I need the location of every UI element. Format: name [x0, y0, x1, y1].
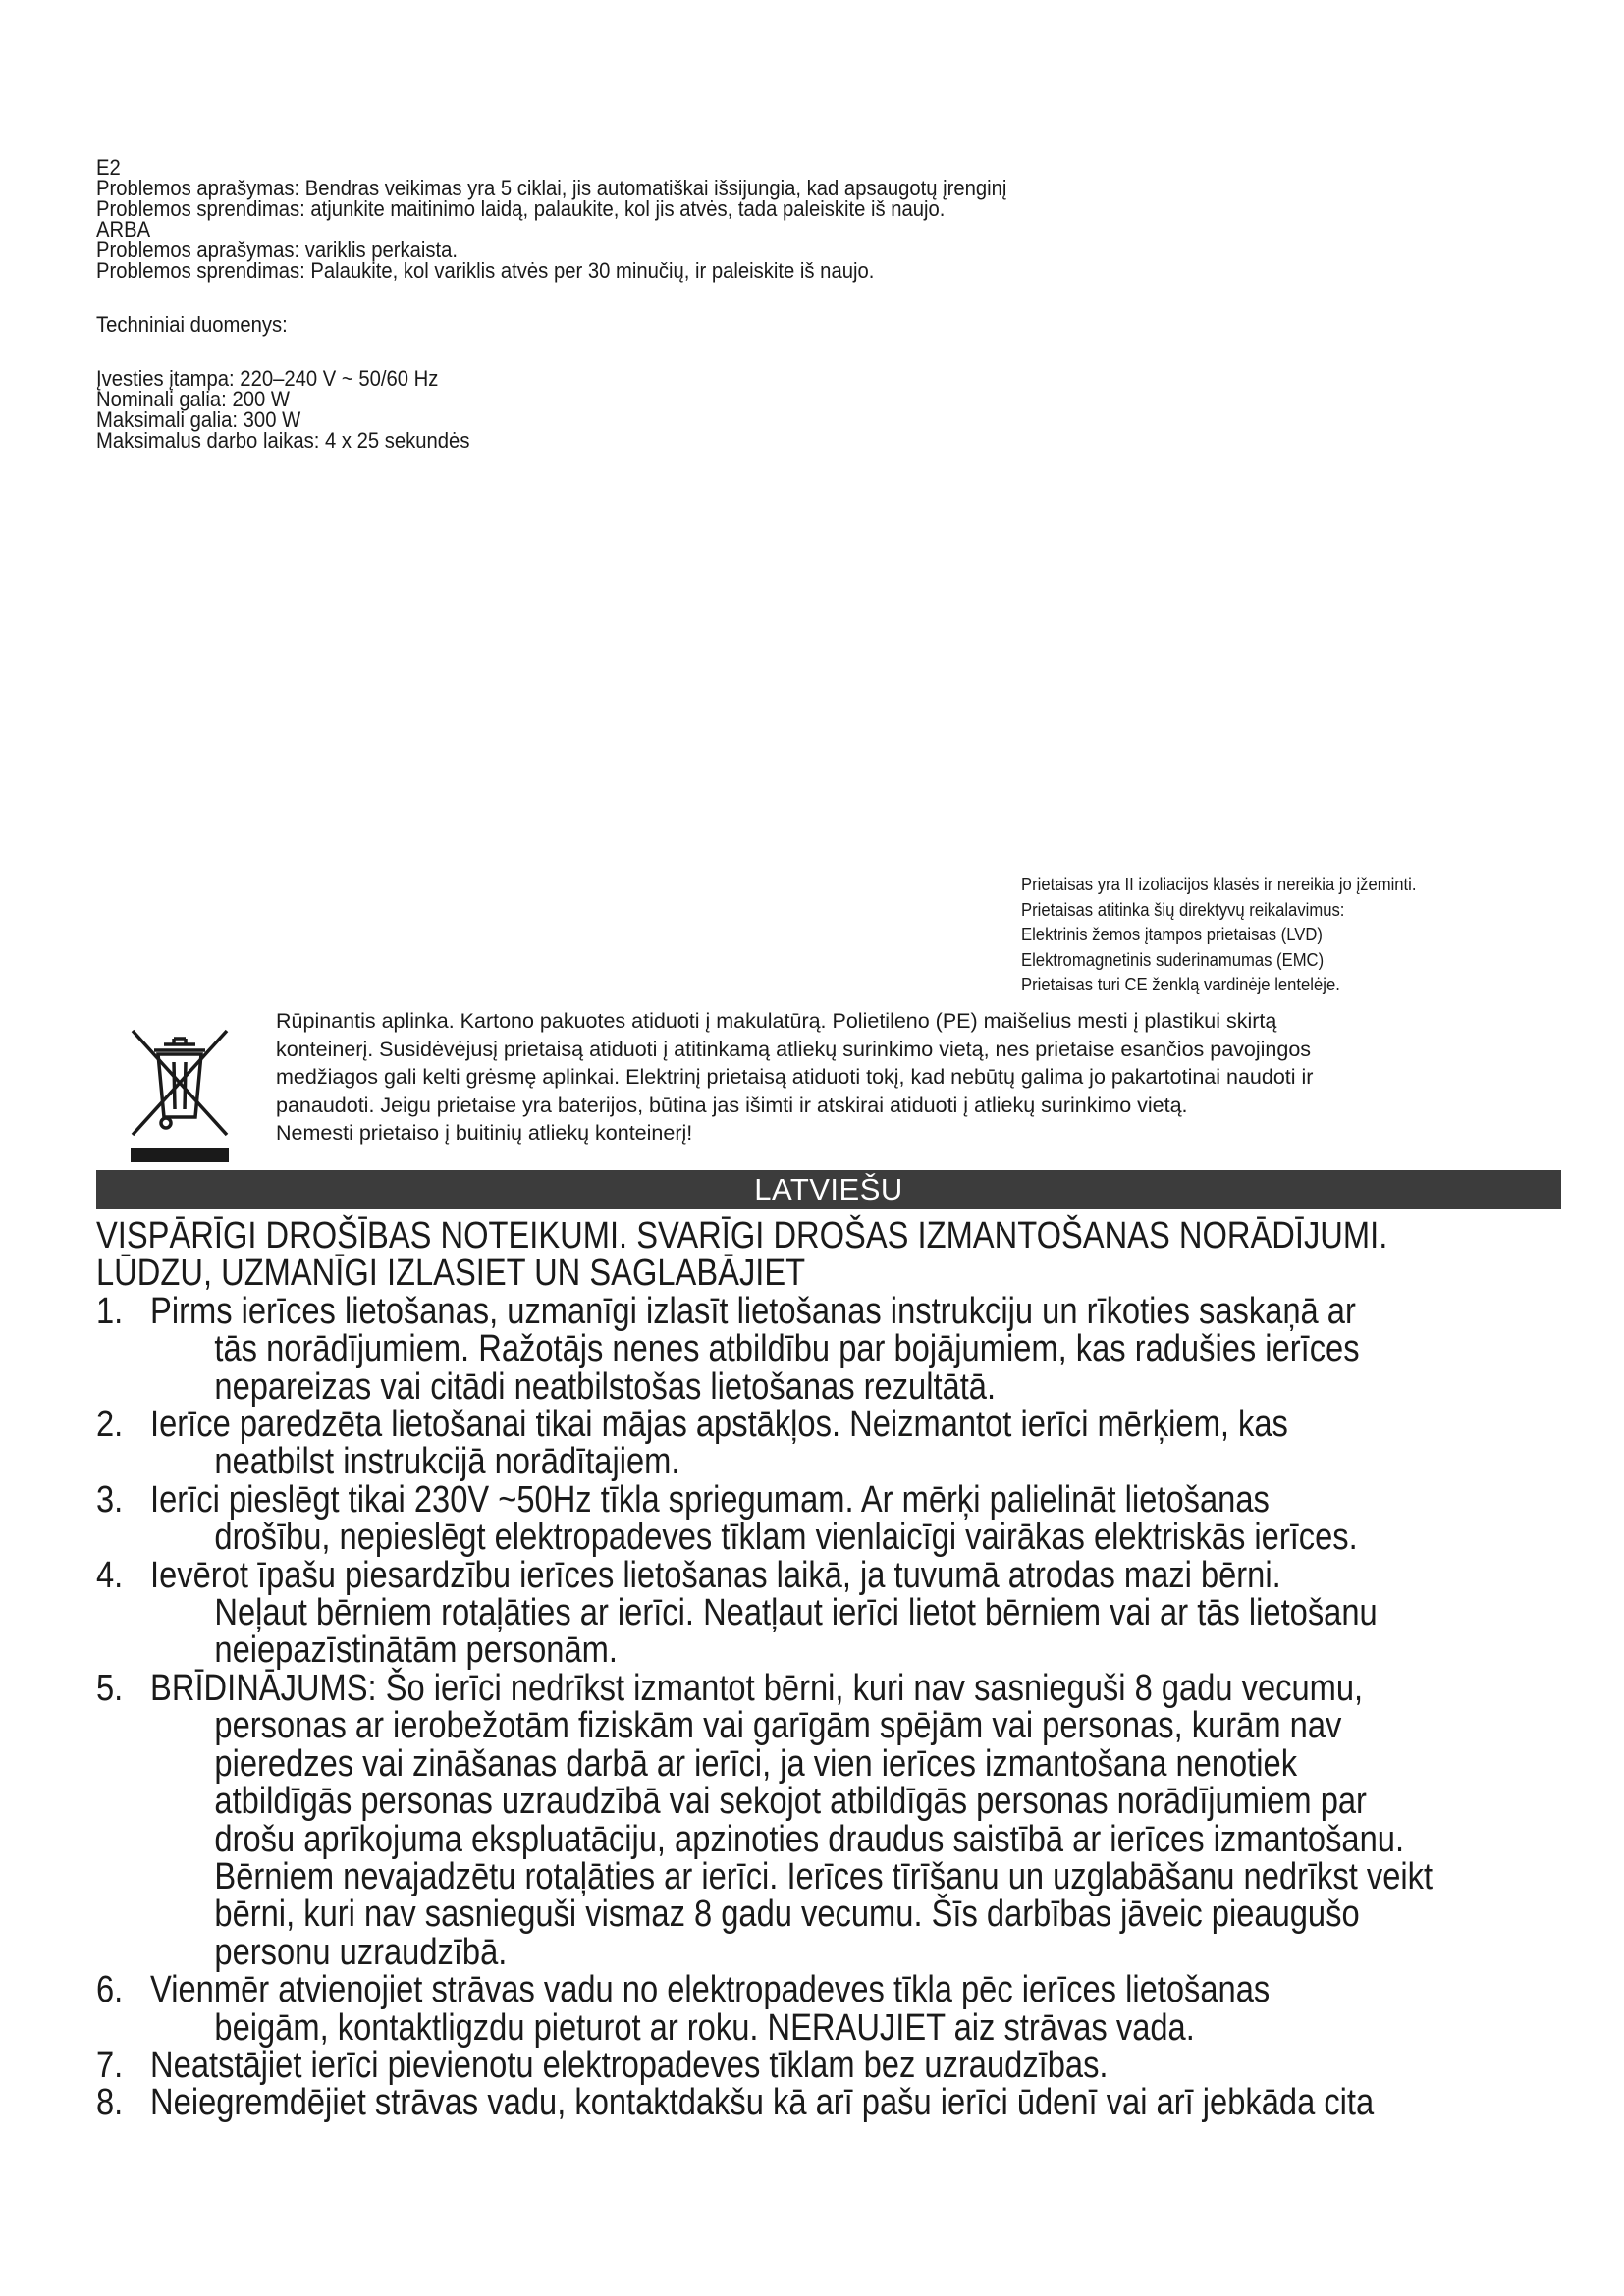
item-text: personas ar ierobežotām fiziskām vai garīgām spējām vai personas, kurām nav [214, 1705, 1342, 1747]
crossed-out-bin-icon [131, 1025, 229, 1162]
problem-line: Problemos sprendimas: atjunkite maitinimo laidą, palaukite, kol jis atvės, tada paleiskite iš naujo. [96, 196, 946, 221]
item-number: 1. [96, 1290, 124, 1332]
list-item [96, 1406, 1414, 1481]
problem-line: Problemos aprašymas: variklis perkaista. [96, 238, 459, 262]
item-text: atbildīgās personas uzraudzībā vai sekojot atbildīgās personas norādījumiem par [214, 1781, 1367, 1823]
item-text: Vienmēr atvienojiet strāvas vadu no elektropadeves tīkla pēc ierīces lietošanas [150, 1969, 1271, 2011]
item-number: 4. [96, 1554, 124, 1596]
list-item [96, 1667, 1434, 1973]
language-header [96, 1170, 1561, 1209]
item-number: 2. [96, 1404, 124, 1446]
item-text: Ierīci pieslēgt tikai 230V ~50Hz tīkla spriegumam. Ar mērķi palielināt lietošanas [150, 1478, 1270, 1521]
item-text: nepareizas vai citādi neatbilstošas lietošanas rezultātā. [214, 1365, 997, 1408]
item-text: drošību, nepieslēgt elektropadeves tīklam vienlaicīgi vairākas elektriskās ierīces. [214, 1517, 1358, 1559]
language-label: LATVIEŠU [754, 1172, 903, 1206]
item-text: pieredzes vai zināšanas darbā ar ierīci, ja vien ierīces izmantošana nenotiek [214, 1742, 1298, 1785]
item-number: 7. [96, 2044, 124, 2086]
tech-data-line: Nominali galia: 200 W [96, 387, 290, 411]
item-text: BRĪDINĀJUMS: Šo ierīci nedrīkst izmantot bērni, kuri nav sasnieguši 8 gadu vecumu, [150, 1667, 1364, 1709]
problem-line: Problemos sprendimas: Palaukite, kol variklis atvės per 30 minučių, ir paleiskite iš naujo. [96, 258, 875, 283]
item-text: beigām, kontaktligzdu pieturot ar roku. NERAUJIET aiz strāvas vada. [214, 2006, 1195, 2049]
item-number: 3. [96, 1478, 124, 1521]
latvian-safety-section [96, 1215, 1434, 2124]
compliance-line: Elektrinis žemos įtampos prietaisas (LVD) [1021, 924, 1323, 944]
item-number: 8. [96, 2082, 124, 2124]
list-item [96, 1971, 1414, 2047]
tech-data-line: Įvesties įtampa: 220–240 V ~ 50/60 Hz [96, 366, 439, 391]
item-text: personu uzraudzībā. [214, 1931, 508, 1973]
tech-data-line: Maksimalus darbo laikas: 4 x 25 sekundės [96, 428, 470, 453]
list-item [96, 2082, 1414, 2124]
item-text: drošu aprīkojuma ekspluatāciju, apzinoties draudus saistībā ar ierīces izmantošanu. [214, 1818, 1405, 1860]
item-text: Neatstājiet ierīci pievienotu elektropadeves tīklam bez uzraudzības. [150, 2044, 1109, 2086]
environment-line: medžiagos gali kelti grėsmę aplinkai. Elektrinį prietaisą atiduoti tokį, kad nebūtų galima jo pakartotinai naudoti ir [276, 1065, 1314, 1090]
error-code: E2 [96, 155, 121, 180]
item-number: 6. [96, 1969, 124, 2011]
problem-line: ARBA [96, 217, 151, 241]
item-text: bērni, kuri nav sasnieguši vismaz 8 gadu vecumu. Šīs darbības jāveic pieaugušo [214, 1894, 1360, 1936]
compliance-line: Prietaisas turi CE ženklą vardinėje lentelėje. [1021, 974, 1340, 994]
item-text: Ievērot īpašu piesardzību ierīces lietošanas laikā, ja tuvumā atrodas mazi bērni. [150, 1554, 1281, 1596]
environment-line: konteinerį. Susidėvėjusį prietaisą atiduoti į atitinkamą atliekų surinkimo vietą, nes prietaise esančios pavojingos [276, 1037, 1312, 1061]
list-item [96, 1478, 1414, 1559]
item-number: 5. [96, 1667, 124, 1709]
item-text: neatbilst instrukcijā norādītajiem. [214, 1441, 680, 1483]
item-text: neiepazīstinātām personām. [214, 1629, 618, 1672]
compliance-line: Elektromagnetinis suderinamumas (EMC) [1021, 948, 1325, 970]
section-heading: LŪDZU, UZMANĪGI IZLASIET UN SAGLABĀJIET [96, 1253, 806, 1295]
list-item [96, 1554, 1414, 1672]
troubleshooting-section [96, 157, 1245, 451]
compliance-section [1021, 872, 1516, 997]
item-text: Pirms ierīces lietošanas, uzmanīgi izlasīt lietošanas instrukciju un rīkoties saskaņā ar [150, 1290, 1356, 1332]
section-heading: VISPĀRĪGI DROŠĪBAS NOTEIKUMI. SVARĪGI DROŠAS IZMANTOŠANAS NORĀDĪJUMI. [96, 1215, 1388, 1256]
list-item [96, 1290, 1414, 1408]
tech-data-title: Techniniai duomenys: [96, 312, 288, 337]
environment-section [276, 1007, 1572, 1148]
compliance-line: Prietaisas atitinka šių direktyvų reikalavimus: [1021, 898, 1345, 920]
environment-line: panaudoti. Jeigu prietaise yra baterijos, būtina jas išimti ir atskirai atiduoti į atliekų surinkimo vietą. [276, 1093, 1188, 1117]
tech-data-line: Maksimali galia: 300 W [96, 407, 301, 432]
list-item [96, 2044, 1414, 2086]
item-text: Bērniem nevajadzētu rotaļāties ar ierīci. Ierīces tīrīšanu un uzglabāšanu nedrīkst veikt [214, 1855, 1434, 1897]
environment-line: Rūpinantis aplinka. Kartono pakuotes atiduoti į makulatūrą. Polietileno (PE) maišelius mesti į plastikui skirtą [276, 1009, 1277, 1033]
compliance-line: Prietaisas yra II izoliacijos klasės ir nereikia jo įžeminti. [1021, 874, 1417, 894]
item-text: Neļaut bērniem rotaļāties ar ierīci. Neatļaut ierīci lietot bērniem vai ar tās lietošanu [214, 1592, 1378, 1634]
item-text: Neiegremdējiet strāvas vadu, kontaktdakšu kā arī pašu ierīci ūdenī vai arī jebkāda cita [150, 2082, 1375, 2124]
environment-line: Nemesti prietaiso į buitinių atliekų konteinerį! [276, 1121, 693, 1146]
problem-line: Problemos aprašymas: Bendras veikimas yra 5 ciklai, jis automatiškai išsijungia, kad apsaugotų įrenginį [96, 176, 1007, 200]
item-text: tās norādījumiem. Ražotājs nenes atbildību par bojājumiem, kas radušies ierīces [214, 1328, 1360, 1370]
item-text: Ierīce paredzēta lietošanai tikai mājas apstākļos. Neizmantot ierīci mērķiem, kas [150, 1404, 1288, 1446]
